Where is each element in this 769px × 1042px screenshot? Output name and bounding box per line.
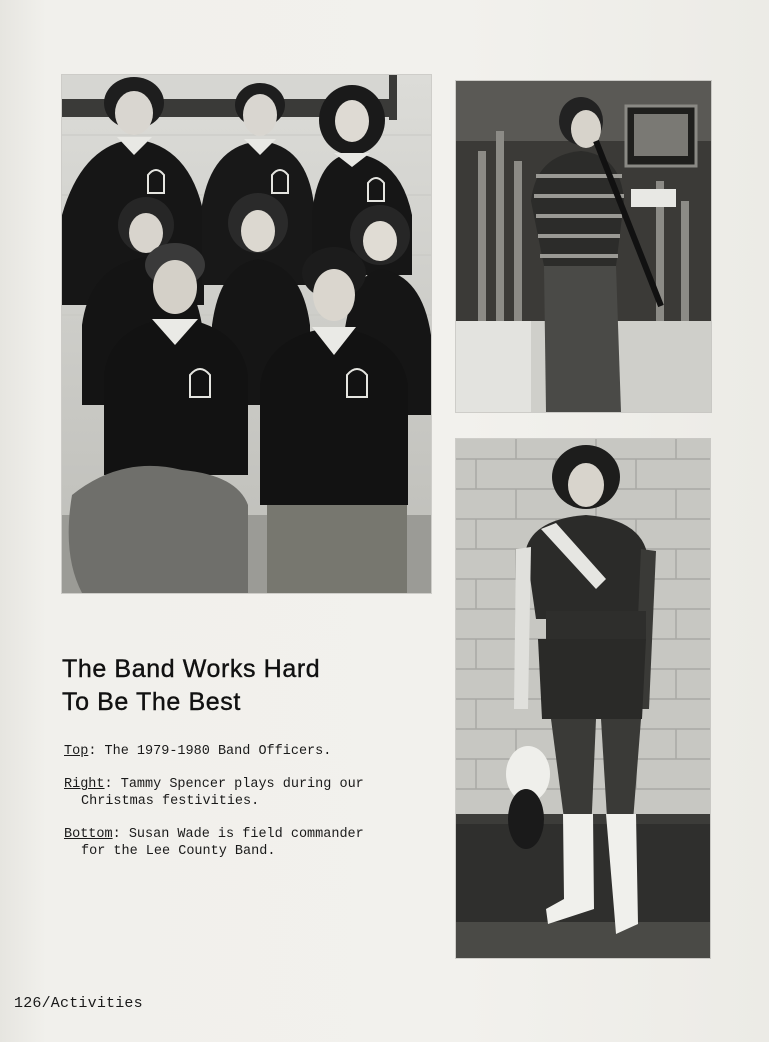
caption-separator: : — [104, 777, 113, 792]
caption-right — [64, 776, 424, 810]
caption-text: Tammy Spencer plays during our — [112, 777, 364, 792]
caption-text-continued: for the Lee County Band. — [81, 844, 276, 859]
band-officers-photo — [62, 75, 431, 593]
caption-top — [64, 743, 424, 760]
caption-label: Top — [64, 744, 89, 759]
headline-line-1: The Band Works Hard — [62, 654, 321, 683]
caption-label: Bottom — [64, 827, 113, 842]
caption-separator: : — [88, 744, 97, 759]
caption-text: Susan Wade is field commander — [120, 827, 364, 842]
caption-separator: : — [112, 827, 121, 842]
caption-text-continued: Christmas festivities. — [81, 794, 260, 809]
page-folio: 126/Activities — [14, 995, 143, 1012]
caption-text: The 1979-1980 Band Officers. — [96, 744, 332, 759]
headline-line-2: To Be The Best — [62, 687, 241, 716]
field-commander-photo — [456, 439, 710, 958]
clarinet-player-photo — [456, 81, 711, 412]
caption-bottom — [64, 826, 424, 860]
photo-captions — [64, 743, 424, 876]
page-headline — [62, 653, 442, 719]
caption-label: Right — [64, 777, 105, 792]
